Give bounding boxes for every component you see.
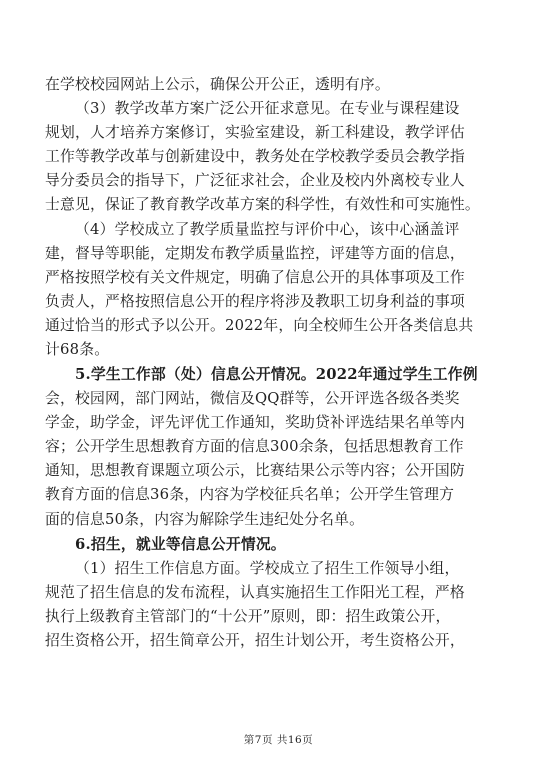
text-line: 会，校园网，部门网站，微信及QQ群等，公开评选各级各类奖 (45, 390, 460, 407)
text-line: 通过恰当的形式予以公开。2022年，向全校师生公开各类信息共 (45, 317, 474, 334)
text-line: 严格按照学校有关文件规定，明确了信息公开的具体事项及工作 (45, 269, 465, 286)
text-line: 容；公开学生思想教育方面的信息300余条，包括思想教育工作 (45, 438, 464, 455)
section-heading-enrollment: 6.招生，就业等信息公开情况。 (75, 536, 286, 553)
text-line: （3）教学改革方案广泛公开征求意见。在专业与课程建设 (75, 100, 460, 117)
text-line: 负责人，严格按照信息公开的程序将涉及教职工切身利益的事项 (45, 293, 465, 310)
text-line: （4）学校成立了教学质量监控与评价中心，该中心涵盖评 (75, 221, 460, 238)
text-line: 士意见，保证了教育教学改革方案的科学性，有效性和可实施性。 (45, 196, 480, 213)
text-line: 规划，人才培养方案修订，实验室建设，新工科建设，教学评估 (45, 124, 465, 141)
text-line: 导分委员会的指导下，广泛征求社会，企业及校内外离校专业人 (45, 172, 465, 189)
text-line: 通知，思想教育课题立项公示，比赛结果公示等内容；公开国防 (45, 462, 465, 479)
text-line: 工作等教学改革与创新建设中，教务处在学校教学委员会教学指 (45, 148, 465, 165)
text-line: 招生资格公开，招生简章公开，招生计划公开，考生资格公开， (45, 632, 465, 649)
text-line: 在学校校园网站上公示，确保公开公正，透明有序。 (45, 76, 390, 93)
section-heading-student-affairs: 5.学生工作部（处）信息公开情况。2022年通过学生工作例 (75, 366, 478, 383)
text-line: 建，督导等职能，定期发布教学质量监控，评建等方面的信息， (45, 245, 465, 262)
text-line: 面的信息50条，内容为解除学生违纪处分名单。 (45, 511, 365, 528)
text-line: 执行上级教育主管部门的“十公开”原则，即：招生政策公开， (45, 608, 451, 625)
text-line: （1）招生工作信息方面。学校成立了招生工作领导小组， (75, 560, 460, 577)
page-number-footer: 第7页 共16页 (243, 734, 314, 746)
text-line: 学金，助学金，评先评优工作通知，奖助贷补评选结果名单等内 (45, 414, 465, 431)
text-line: 教育方面的信息36条，内容为学校征兵名单；公开学生管理方 (45, 486, 455, 503)
text-line: 计68条。 (45, 341, 110, 358)
text-line: 规范了招生信息的发布流程，认真实施招生工作阳光工程，严格 (45, 584, 465, 601)
